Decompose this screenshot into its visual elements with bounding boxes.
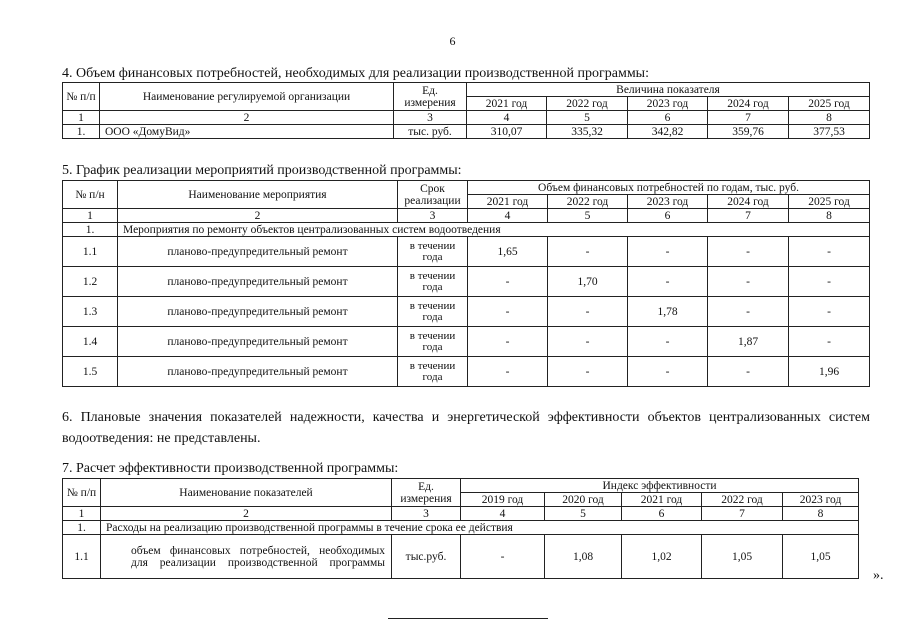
event-name: планово-предупредительный ремонт (118, 297, 398, 327)
value-cell: - (628, 327, 708, 357)
value-cell: 1,65 (468, 237, 548, 267)
header-year: 2023 год (783, 493, 859, 507)
row-num: 1.5 (63, 357, 118, 387)
value-cell: - (468, 267, 548, 297)
table-row (63, 237, 870, 267)
column-number: 7 (708, 209, 789, 223)
value-cell: - (628, 237, 708, 267)
header-volume: Объем финансовых потребностей по годам, тыс. руб. (468, 181, 870, 195)
table-row (63, 357, 870, 387)
column-number: 4 (468, 209, 548, 223)
column-number: 7 (708, 111, 789, 125)
event-term: в течении года (398, 237, 468, 267)
header-name: Наименование показателей (101, 479, 392, 507)
header-year: 2023 год (628, 195, 708, 209)
column-number-row (63, 507, 859, 521)
column-number: 8 (789, 209, 870, 223)
table-row (63, 125, 870, 139)
value-cell: 1,96 (789, 357, 870, 387)
header-year: 2022 год (548, 195, 628, 209)
group-num: 1. (63, 521, 101, 535)
value-cell: - (548, 237, 628, 267)
value-cell: 1,08 (545, 535, 622, 579)
value-cell: - (708, 267, 789, 297)
value-cell: 335,32 (547, 125, 628, 139)
header-year: 2021 год (622, 493, 702, 507)
header-year: 2022 год (547, 97, 628, 111)
column-number: 6 (622, 507, 702, 521)
column-number: 6 (628, 111, 708, 125)
column-number-row (63, 209, 870, 223)
value-cell: - (461, 535, 545, 579)
column-number: 5 (548, 209, 628, 223)
table-row (63, 297, 870, 327)
value-cell: - (468, 327, 548, 357)
column-number: 4 (467, 111, 547, 125)
value-cell: - (789, 297, 870, 327)
bottom-divider (388, 618, 548, 619)
table-row (63, 327, 870, 357)
value-cell: - (628, 267, 708, 297)
header-year: 2020 год (545, 493, 622, 507)
header-year: 2021 год (468, 195, 548, 209)
group-row (63, 223, 870, 237)
section5-table (62, 180, 870, 387)
table-row (63, 267, 870, 297)
page-number: 6 (449, 34, 456, 48)
indicator-name: объем финансовых потребностей, необходимых для реализации производственной программы (101, 535, 392, 579)
header-unit: Ед. измерения (392, 479, 461, 507)
header-year: 2023 год (628, 97, 708, 111)
event-name: планово-предупредительный ремонт (118, 267, 398, 297)
value-cell: - (468, 357, 548, 387)
header-year: 2025 год (789, 195, 870, 209)
section4-title: 4. Объем финансовых потребностей, необходимых для реализации производственной программы: (62, 66, 649, 81)
column-number: 8 (783, 507, 859, 521)
event-term: в течении года (398, 327, 468, 357)
column-number: 3 (398, 209, 468, 223)
column-number: 3 (394, 111, 467, 125)
column-number: 2 (101, 507, 392, 521)
header-year: 2022 год (702, 493, 783, 507)
value-cell: 1,87 (708, 327, 789, 357)
value-cell: - (628, 357, 708, 387)
value-cell: - (548, 357, 628, 387)
column-number: 1 (63, 209, 118, 223)
value-cell: - (708, 297, 789, 327)
column-number: 1 (63, 111, 100, 125)
header-num: № п/н (63, 181, 118, 209)
event-name: планово-предупредительный ремонт (118, 237, 398, 267)
header-unit: Ед. измерения (394, 83, 467, 111)
row-num: 1.1 (63, 535, 101, 579)
header-name: Наименование мероприятия (118, 181, 398, 209)
column-number: 4 (461, 507, 545, 521)
row-num: 1.2 (63, 267, 118, 297)
column-number-row (63, 111, 870, 125)
value-cell: - (789, 237, 870, 267)
event-term: в течении года (398, 357, 468, 387)
org-name: ООО «ДомуВид» (100, 125, 394, 139)
event-term: в течении года (398, 267, 468, 297)
section4-table (62, 82, 870, 139)
column-number: 5 (547, 111, 628, 125)
header-year: 2019 год (461, 493, 545, 507)
row-num: 1. (63, 125, 100, 139)
column-number: 2 (100, 111, 394, 125)
value-cell: 377,53 (789, 125, 870, 139)
section6-text: 6. Плановые значения показателей надежности, качества и энергетической эффективности объектов централизованных систем водоотведения: не представлены. (62, 410, 870, 446)
group-num: 1. (63, 223, 118, 237)
event-name: планово-предупредительный ремонт (118, 327, 398, 357)
group-label: Расходы на реализацию производственной программы в течение срока ее действия (101, 521, 859, 535)
section7-title: 7. Расчет эффективности производственной программы: (62, 461, 399, 476)
value-cell: 342,82 (628, 125, 708, 139)
column-number: 5 (545, 507, 622, 521)
value-cell: 1,05 (702, 535, 783, 579)
value-cell: 310,07 (467, 125, 547, 139)
section5-title: 5. График реализации мероприятий производственной программы: (62, 163, 462, 178)
column-number: 7 (702, 507, 783, 521)
header-index: Индекс эффективности (461, 479, 859, 493)
event-term: в течении года (398, 297, 468, 327)
row-num: 1.3 (63, 297, 118, 327)
section7-table (62, 478, 859, 579)
value-cell: - (708, 357, 789, 387)
row-num: 1.1 (63, 237, 118, 267)
column-number: 3 (392, 507, 461, 521)
value-cell: 1,78 (628, 297, 708, 327)
value-cell: - (708, 237, 789, 267)
value-cell: 1,70 (548, 267, 628, 297)
header-num: № п/п (63, 83, 100, 111)
header-term: Срок реализации (398, 181, 468, 209)
header-year: 2025 год (789, 97, 870, 111)
row-unit: тыс. руб. (394, 125, 467, 139)
value-cell: - (548, 297, 628, 327)
column-number: 1 (63, 507, 101, 521)
header-org: Наименование регулируемой организации (100, 83, 394, 111)
row-num: 1.4 (63, 327, 118, 357)
header-num: № п/п (63, 479, 101, 507)
header-value: Величина показателя (467, 83, 870, 97)
column-number: 8 (789, 111, 870, 125)
header-year: 2021 год (467, 97, 547, 111)
value-cell: 359,76 (708, 125, 789, 139)
header-year: 2024 год (708, 97, 789, 111)
value-cell: 1,02 (622, 535, 702, 579)
column-number: 2 (118, 209, 398, 223)
group-label: Мероприятия по ремонту объектов централизованных систем водоотведения (118, 223, 870, 237)
value-cell: - (789, 327, 870, 357)
group-row (63, 521, 859, 535)
row-unit: тыс.руб. (392, 535, 461, 579)
header-year: 2024 год (708, 195, 789, 209)
event-name: планово-предупредительный ремонт (118, 357, 398, 387)
value-cell: - (789, 267, 870, 297)
value-cell: - (468, 297, 548, 327)
closing-quote: ». (873, 568, 884, 583)
value-cell: 1,05 (783, 535, 859, 579)
column-number: 6 (628, 209, 708, 223)
value-cell: - (548, 327, 628, 357)
table-row (63, 535, 859, 579)
